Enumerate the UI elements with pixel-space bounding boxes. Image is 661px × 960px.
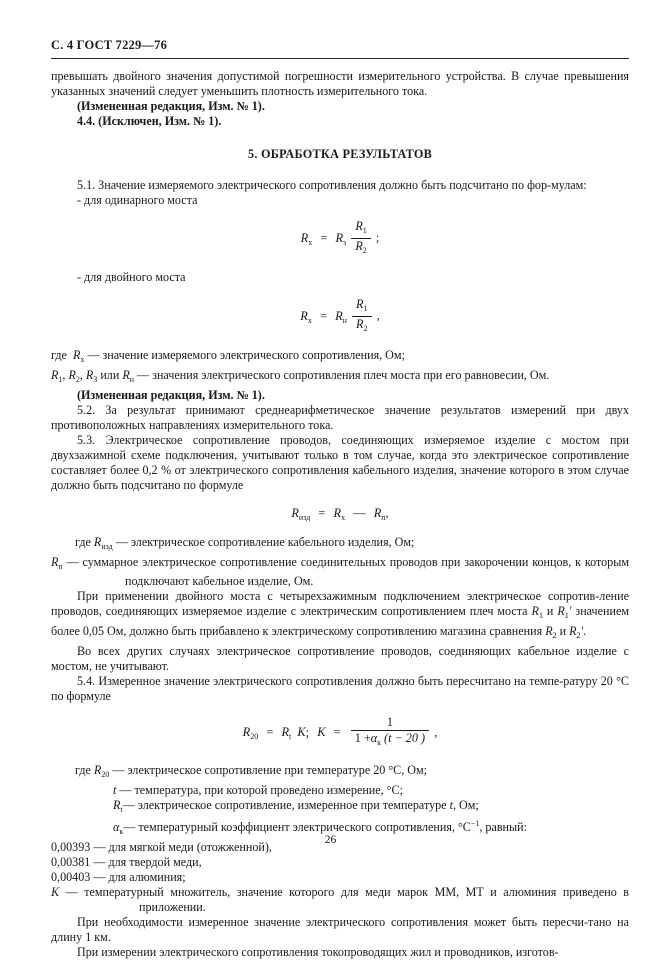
symbol-R1-arm: R (531, 604, 539, 619)
where-row-r123 (51, 368, 629, 388)
formula-3-term2-sub: п (381, 512, 386, 522)
formula-1-lhs-sub: х (308, 237, 313, 247)
symbol-K: K (51, 885, 60, 900)
formula-4-alpha: α (370, 731, 378, 746)
revision-note-2: (Измененная редакция, Изм. № 1). (77, 388, 265, 403)
symbol-Rn-sub: н (129, 375, 135, 385)
symbol-R2: R (68, 368, 76, 383)
clause-5-3: 5.3. Электрическое сопротивление проводов, соединяющих измеряемое изделие с мостом при двухзажимной схеме подключения, учитывают только в том случае, когда это электрическое сопротивление составляет более 0,2 % от электрического сопротивления кабельного изделия, значение которого в этом случае должно быть подсчитано по формуле (51, 432, 629, 492)
paragraph-double-bridge-text-2: значением более 0,05 Ом, должно быть прибавлено к электрическому сопротивлению магазина сравнения (51, 604, 629, 639)
symbol-R3: R (85, 368, 94, 383)
formula-single-bridge (51, 220, 629, 257)
formula-2-factor-sub: н (342, 315, 347, 325)
formula-1-num: R (355, 218, 363, 233)
running-head: С. 4 ГОСТ 7229—76 (51, 38, 168, 52)
paragraph-length-conversion: При необходимости измеренное значение электрического сопротивления может быть пересчи-тано на длину 1 км. (51, 914, 629, 944)
formula-2-lhs: R (300, 308, 308, 323)
symbol-alpha-sub: к (119, 827, 124, 837)
symbol-R3-sub: 3 (93, 375, 98, 385)
where-label-1: где (51, 348, 67, 363)
where-def-t: — температура, при которой проведено измерение, °С; (119, 782, 403, 797)
comma-2: , (79, 368, 83, 383)
where-def-2: — значения электрического сопротивления плеч моста при его равновесии, Ом. (137, 368, 550, 383)
clause-5-1: 5.1. Значение измеряемого электрического сопротивления должно быть подсчитано по фор-мулам: (77, 177, 587, 192)
paragraph-continuation: превышать двойного значения допустимой погрешности измерительного устройства. В случае превышения указанных значений следует уменьшить плотность измерительного тока. (51, 69, 629, 98)
paragraph-double-bridge (51, 589, 629, 644)
coefficient-hard-copper: 0,00381 — для твердой меди, (51, 855, 202, 870)
symbol-Rx-sub: х (80, 355, 85, 365)
bullet-double-bridge: - для двойного моста (77, 270, 186, 285)
symbol-t-inline: t (449, 797, 453, 812)
where-row-r20 (51, 763, 629, 783)
symbol-alpha: α (113, 820, 120, 835)
formula-4-lhs-sub: 20 (250, 732, 259, 742)
formula-4-den-pre: 1 + (354, 731, 371, 746)
where-def-1: — значение измеряемого электрического сопротивления, Ом; (87, 348, 405, 363)
clause-4-4-excluded: 4.4. (Исключен, Изм. № 1). (77, 113, 222, 128)
symbol-prime-2: ′ (580, 624, 584, 639)
formula-3-lhs-sub: изд (298, 512, 311, 522)
formula-double-bridge (51, 298, 629, 335)
formula-4-numerator: 1 (351, 716, 429, 731)
conj-and-1: и (546, 604, 554, 619)
formula-2-tail: , (376, 308, 380, 323)
where-def-p: — суммарное электрическое сопротивление соединительных проводов при закорочении концов, к которым подключают кабельное изделие, Ом. (66, 554, 630, 589)
symbol-t: t (113, 782, 117, 797)
formula-4-equals: = (266, 725, 274, 740)
symbol-R1-prime: R (557, 604, 565, 619)
where-def-rt-tail: , Ом; (452, 797, 479, 812)
paragraph-last: При измерении электрического сопротивления токопроводящих жил и проводников, изготов- (77, 944, 559, 959)
symbol-R20: R (93, 762, 102, 777)
formula-3-lhs: R (291, 505, 299, 520)
paragraph-other-cases: Во всех других случаях электрическое сопротивление проводов, соединяющих кабельное изделие с мостом, не учитывают. (51, 644, 629, 673)
where-def-r20: — электрическое сопротивление при температуре 20 °С, Ом; (112, 762, 428, 777)
bullet-single-bridge: - для одинарного моста (77, 192, 198, 207)
revision-note-1: (Измененная редакция, Изм. № 1). (77, 98, 265, 113)
symbol-R2-arm: R (545, 624, 553, 639)
coefficient-aluminium: 0,00403 — для алюминия; (51, 870, 186, 885)
symbol-Rp: R (51, 554, 59, 569)
formula-4-equals-2: = (333, 725, 341, 740)
where-row-rp (51, 555, 629, 590)
where-def-rt: — электрическое сопротивление, измеренное при температуре (122, 797, 447, 812)
formula-2-factor: R (335, 308, 343, 323)
formula-4-semicolon: ; (305, 725, 310, 740)
symbol-Rx: R (72, 348, 81, 363)
conj-and-2: и (559, 624, 567, 639)
where-def-K: — температурный множитель, значение которого для меди марок ММ, МТ и алюминия приведено в приложении. (65, 885, 629, 914)
where-row-rt (51, 798, 629, 818)
symbol-R2-prime-sub: 2 (576, 631, 581, 641)
formula-3-equals: = (318, 505, 326, 520)
where-row-t (51, 783, 629, 798)
formula-3-minus: — (353, 505, 366, 520)
symbol-R20-sub: 20 (101, 769, 110, 779)
symbol-Rizd-sub: изд (101, 541, 113, 551)
formula-2-lhs-sub: х (307, 315, 312, 325)
formula-4-rt: R (281, 725, 290, 740)
symbol-Rn: R (122, 368, 130, 383)
coefficient-soft-copper: 0,00393 — для мягкой меди (отожженной), (51, 840, 272, 855)
formula-1-den-sub: 2 (362, 245, 367, 255)
header-rule (51, 58, 629, 59)
formula-4-fraction (351, 716, 429, 749)
formula-4-k: K (297, 725, 306, 740)
formula-3-term1-sub: х (341, 512, 346, 522)
formula-1-lhs: R (300, 230, 309, 245)
symbol-R2-sub: 2 (75, 375, 80, 385)
formula-3-tail: , (385, 505, 389, 520)
formula-temperature-correction (51, 717, 629, 750)
where-label-izd: где (75, 534, 91, 549)
paragraph-double-bridge-text: При применении двойного моста с четырехзажимным подключением электрическое сопротив-ление проводов, соединяющих измеряемое изделие с электрическим сопротивлением плеч моста (51, 589, 629, 619)
formula-4-k2: K (317, 725, 326, 740)
formula-4-lhs: R (242, 725, 251, 740)
formula-3-term2: R (373, 505, 382, 520)
symbol-R1-prime-sub: 1 (564, 611, 569, 621)
where-def-alpha: — температурный коэффициент электрического сопротивления, °С (123, 820, 471, 835)
symbol-R1: R (51, 368, 59, 383)
formula-cable-resistance (51, 506, 629, 522)
formula-2-num-sub: 1 (363, 303, 368, 313)
where-block-1 (51, 348, 629, 388)
symbol-R2-prime: R (569, 624, 577, 639)
comma-1: , (62, 368, 66, 383)
formula-1-factor: R (335, 230, 344, 245)
symbol-R1-arm-sub: 1 (538, 611, 543, 621)
where-row-rx (51, 348, 629, 368)
symbol-prime-1: ′ (568, 604, 572, 619)
where-def-izd: — электрическое сопротивление кабельного изделия, Ом; (115, 534, 415, 549)
symbol-or: или (100, 368, 120, 383)
formula-3-term1: R (333, 505, 342, 520)
formula-2-fraction (352, 298, 371, 335)
formula-4-paren: (t − 20 ) (384, 731, 426, 746)
symbol-R1-sub: 1 (58, 375, 63, 385)
formula-1-equals: = (320, 230, 328, 245)
formula-2-den-sub: 2 (363, 323, 368, 333)
formula-4-alpha-sub: к (377, 738, 381, 748)
formula-2-num: R (356, 296, 364, 311)
clause-5-4: 5.4. Измеренное значение электрического сопротивления должно быть пересчитано на темпе-ратуру 20 °С по формуле (51, 673, 629, 703)
period-1: . (583, 624, 587, 639)
symbol-minus-one: −1 (470, 819, 480, 829)
formula-1-den: R (355, 238, 363, 253)
formula-4-tail: , (434, 725, 438, 740)
formula-1-fraction (351, 220, 370, 257)
where-label-r20: где (75, 762, 91, 777)
symbol-R2-arm-sub: 2 (552, 631, 557, 641)
formula-2-den: R (356, 316, 364, 331)
clause-5-2: 5.2. За результат принимают среднеарифметическое значение результатов измерений при двух противоположных направлениях измерительного тока. (51, 403, 629, 432)
formula-4-rt-sub: t (289, 732, 292, 742)
formula-2-equals: = (319, 308, 327, 323)
where-block-2 (51, 535, 629, 590)
page-number: 26 (324, 833, 337, 846)
symbol-Rt-sub: t (120, 804, 123, 814)
where-row-rizd (51, 535, 629, 555)
formula-4-denominator (351, 731, 429, 749)
page-content (51, 38, 629, 960)
symbol-Rizd: R (93, 534, 102, 549)
formula-1-num-sub: 1 (362, 225, 367, 235)
symbol-Rp-sub: п (58, 561, 63, 571)
formula-1-tail: ; (375, 230, 380, 245)
symbol-Rt: R (113, 797, 121, 812)
where-row-K (51, 885, 629, 915)
formula-1-factor-sub: з (343, 237, 347, 247)
section-heading-5: 5. ОБРАБОТКА РЕЗУЛЬТАТОВ (247, 146, 433, 161)
where-def-alpha-tail: , равный: (479, 820, 527, 835)
